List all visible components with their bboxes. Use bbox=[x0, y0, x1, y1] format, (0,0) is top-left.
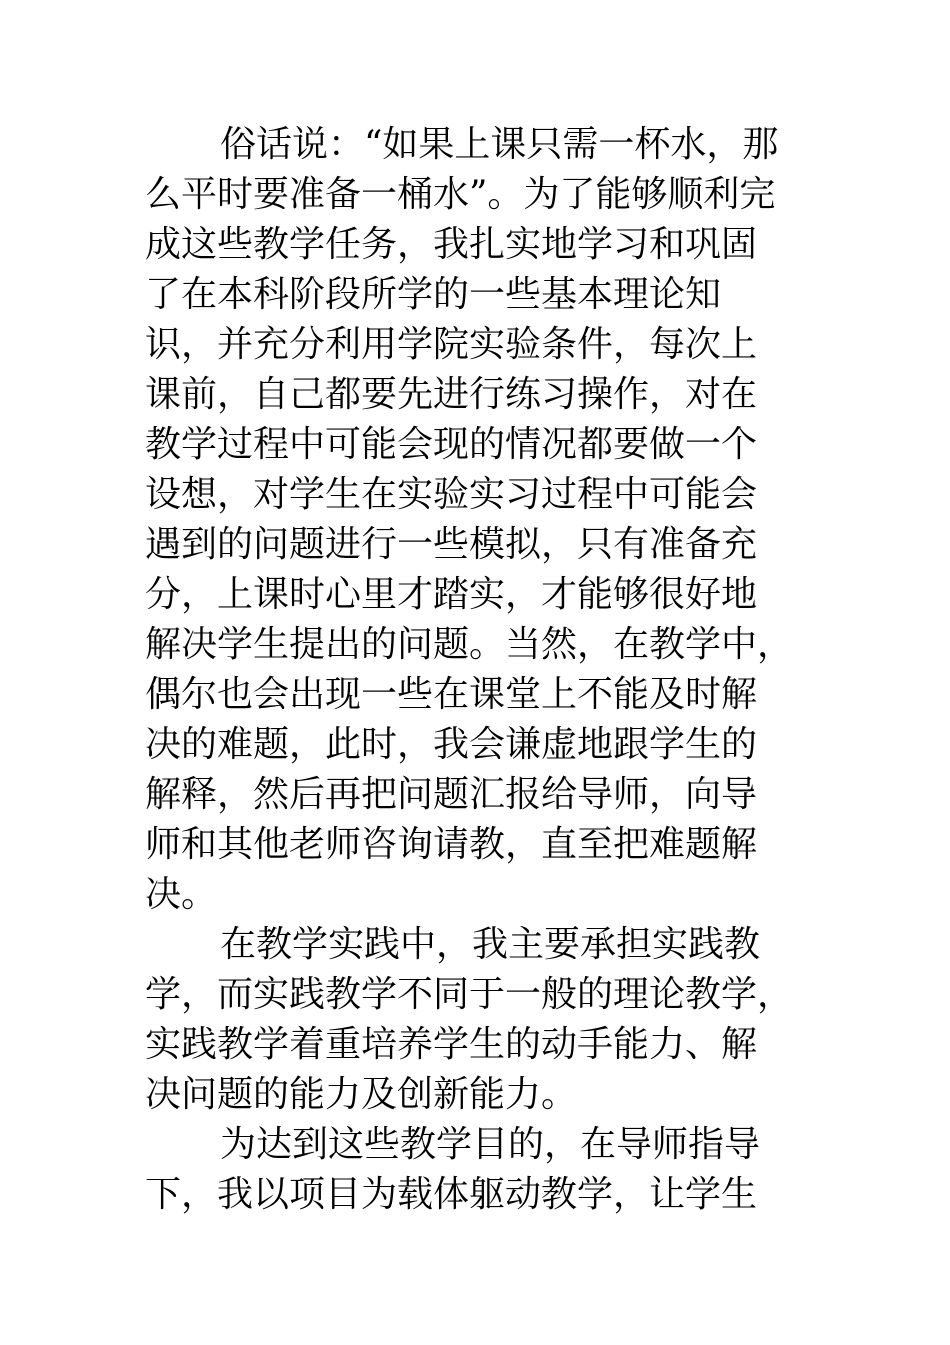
paragraph-1-line: 了在本科阶段所学的一些基本理论知 bbox=[145, 274, 722, 315]
paragraph-1-line: 遇到的问题进行一些模拟，只有准备充 bbox=[145, 524, 758, 565]
paragraph-1-line: 解释，然后再把问题汇报给导师，向导 bbox=[145, 774, 758, 815]
paragraph-1-line: 偶尔也会出现一些在课堂上不能及时解 bbox=[145, 674, 758, 715]
paragraph-1-line: 教学过程中可能会现的情况都要做一个 bbox=[145, 424, 758, 465]
paragraph-1-line: 俗话说：“如果上课只需一杯水，那 bbox=[220, 124, 779, 165]
paragraph-2-line: 决问题的能力及创新能力。 bbox=[145, 1074, 578, 1115]
paragraph-2-line: 实践教学着重培养学生的动手能力、解 bbox=[145, 1024, 758, 1065]
paragraph-1-line: 设想，对学生在实验实习过程中可能会 bbox=[145, 474, 758, 515]
paragraph-3-line: 为达到这些教学目的，在导师指导 bbox=[220, 1124, 761, 1165]
paragraph-1-line: 师和其他老师咨询请教，直至把难题解 bbox=[145, 824, 758, 865]
paragraph-1-line: 识，并充分利用学院实验条件，每次上 bbox=[145, 324, 758, 365]
paragraph-1-line: 决的难题，此时，我会谦虚地跟学生的 bbox=[145, 724, 758, 765]
paragraph-2-line: 在教学实践中，我主要承担实践教 bbox=[220, 924, 761, 965]
paragraph-1-line: 分，上课时心里才踏实，才能够很好地 bbox=[145, 574, 758, 615]
paragraph-2-line: 学，而实践教学不同于一般的理论教学， bbox=[145, 974, 794, 1015]
paragraph-1-line: 么平时要准备一桶水”。为了能够顺利完 bbox=[145, 174, 776, 215]
paragraph-1-line: 成这些教学任务，我扎实地学习和巩固 bbox=[145, 224, 758, 265]
paragraph-1-line: 解决学生提出的问题。当然，在教学中， bbox=[145, 624, 794, 665]
paragraph-3-line: 下，我以项目为载体躯动教学，让学生 bbox=[145, 1174, 758, 1215]
paragraph-1-line: 课前，自己都要先进行练习操作，对在 bbox=[145, 374, 758, 415]
body-text bbox=[145, 120, 805, 1220]
paragraph-1-line: 决。 bbox=[145, 874, 218, 915]
